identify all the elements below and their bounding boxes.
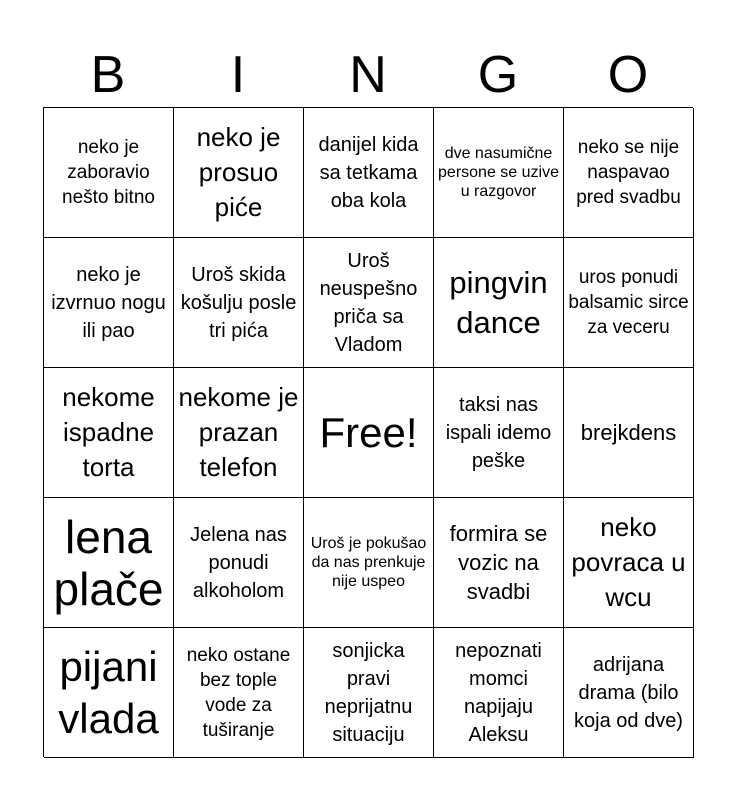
bingo-cell[interactable] bbox=[434, 628, 564, 758]
bingo-cell[interactable] bbox=[434, 238, 564, 368]
cell-text: brejkdens bbox=[580, 420, 677, 445]
cell-text: danijel kida sa tetkama oba kola bbox=[318, 133, 419, 212]
cell-text: neko se nije naspavao pred svadbu bbox=[576, 137, 681, 208]
cell-text: nekome je prazan telefon bbox=[178, 382, 299, 482]
header-letter-i: I bbox=[230, 46, 246, 104]
bingo-cell[interactable] bbox=[564, 238, 694, 368]
cell-text: dve nasumične persone se uzive u razgovor bbox=[438, 145, 559, 200]
cell-text: pijani vlada bbox=[58, 642, 159, 742]
cell-text: neko je zaboravio nešto bitno bbox=[62, 137, 155, 208]
bingo-cell[interactable] bbox=[44, 498, 174, 628]
header-letter-o: O bbox=[607, 46, 649, 104]
bingo-cell[interactable] bbox=[564, 498, 694, 628]
cell-text: neko povraca u wcu bbox=[571, 512, 686, 612]
cell-text: nekome ispadne torta bbox=[62, 382, 155, 482]
bingo-cell[interactable] bbox=[44, 238, 174, 368]
bingo-cell[interactable] bbox=[434, 108, 564, 238]
bingo-cell[interactable] bbox=[44, 108, 174, 238]
cell-text: Uroš neuspešno priča sa Vladom bbox=[319, 249, 418, 356]
cell-text: neko ostane bez tople vode za tuširanje bbox=[186, 644, 291, 741]
bingo-card bbox=[43, 107, 693, 757]
cell-text: Jelena nas ponudi alkoholom bbox=[190, 523, 287, 602]
free-space-text: Free! bbox=[319, 408, 418, 456]
cell-text: nepoznati momci napijaju Aleksu bbox=[455, 639, 542, 746]
header-letter-g: G bbox=[477, 46, 519, 104]
bingo-cell[interactable] bbox=[304, 498, 434, 628]
cell-text: Uroš skida košulju posle tri pića bbox=[180, 263, 297, 342]
cell-text: uros ponudi balsamic sirce za veceru bbox=[568, 267, 689, 338]
bingo-cell[interactable] bbox=[304, 238, 434, 368]
header-letter-b: B bbox=[90, 46, 126, 104]
header-letter-n: N bbox=[349, 46, 387, 104]
cell-text: neko je izvrnuo nogu ili pao bbox=[51, 263, 166, 342]
bingo-cell-free[interactable] bbox=[304, 368, 434, 498]
bingo-cell[interactable] bbox=[174, 108, 304, 238]
bingo-cell[interactable] bbox=[44, 628, 174, 758]
cell-text: Uroš je pokušao da nas prenkuje nije uspeo bbox=[310, 535, 427, 590]
cell-text: adrijana drama (bilo koja od dve) bbox=[574, 653, 683, 732]
bingo-header bbox=[43, 44, 693, 106]
bingo-cell[interactable] bbox=[564, 628, 694, 758]
bingo-cell[interactable] bbox=[304, 108, 434, 238]
bingo-cell[interactable] bbox=[174, 498, 304, 628]
cell-text: lena plače bbox=[53, 510, 164, 615]
cell-text: taksi nas ispali idemo peške bbox=[445, 393, 552, 472]
cell-text: sonjicka pravi neprijatnu situaciju bbox=[324, 639, 413, 746]
bingo-cell[interactable] bbox=[44, 368, 174, 498]
bingo-cell[interactable] bbox=[174, 628, 304, 758]
bingo-cell[interactable] bbox=[174, 238, 304, 368]
bingo-cell[interactable] bbox=[564, 368, 694, 498]
bingo-cell[interactable] bbox=[564, 108, 694, 238]
cell-text: formira se vozic na svadbi bbox=[449, 521, 548, 604]
cell-text: neko je prosuo piće bbox=[196, 122, 281, 222]
bingo-cell[interactable] bbox=[434, 498, 564, 628]
cell-text: pingvin dance bbox=[449, 264, 548, 340]
bingo-cell[interactable] bbox=[434, 368, 564, 498]
bingo-cell[interactable] bbox=[174, 368, 304, 498]
bingo-cell[interactable] bbox=[304, 628, 434, 758]
